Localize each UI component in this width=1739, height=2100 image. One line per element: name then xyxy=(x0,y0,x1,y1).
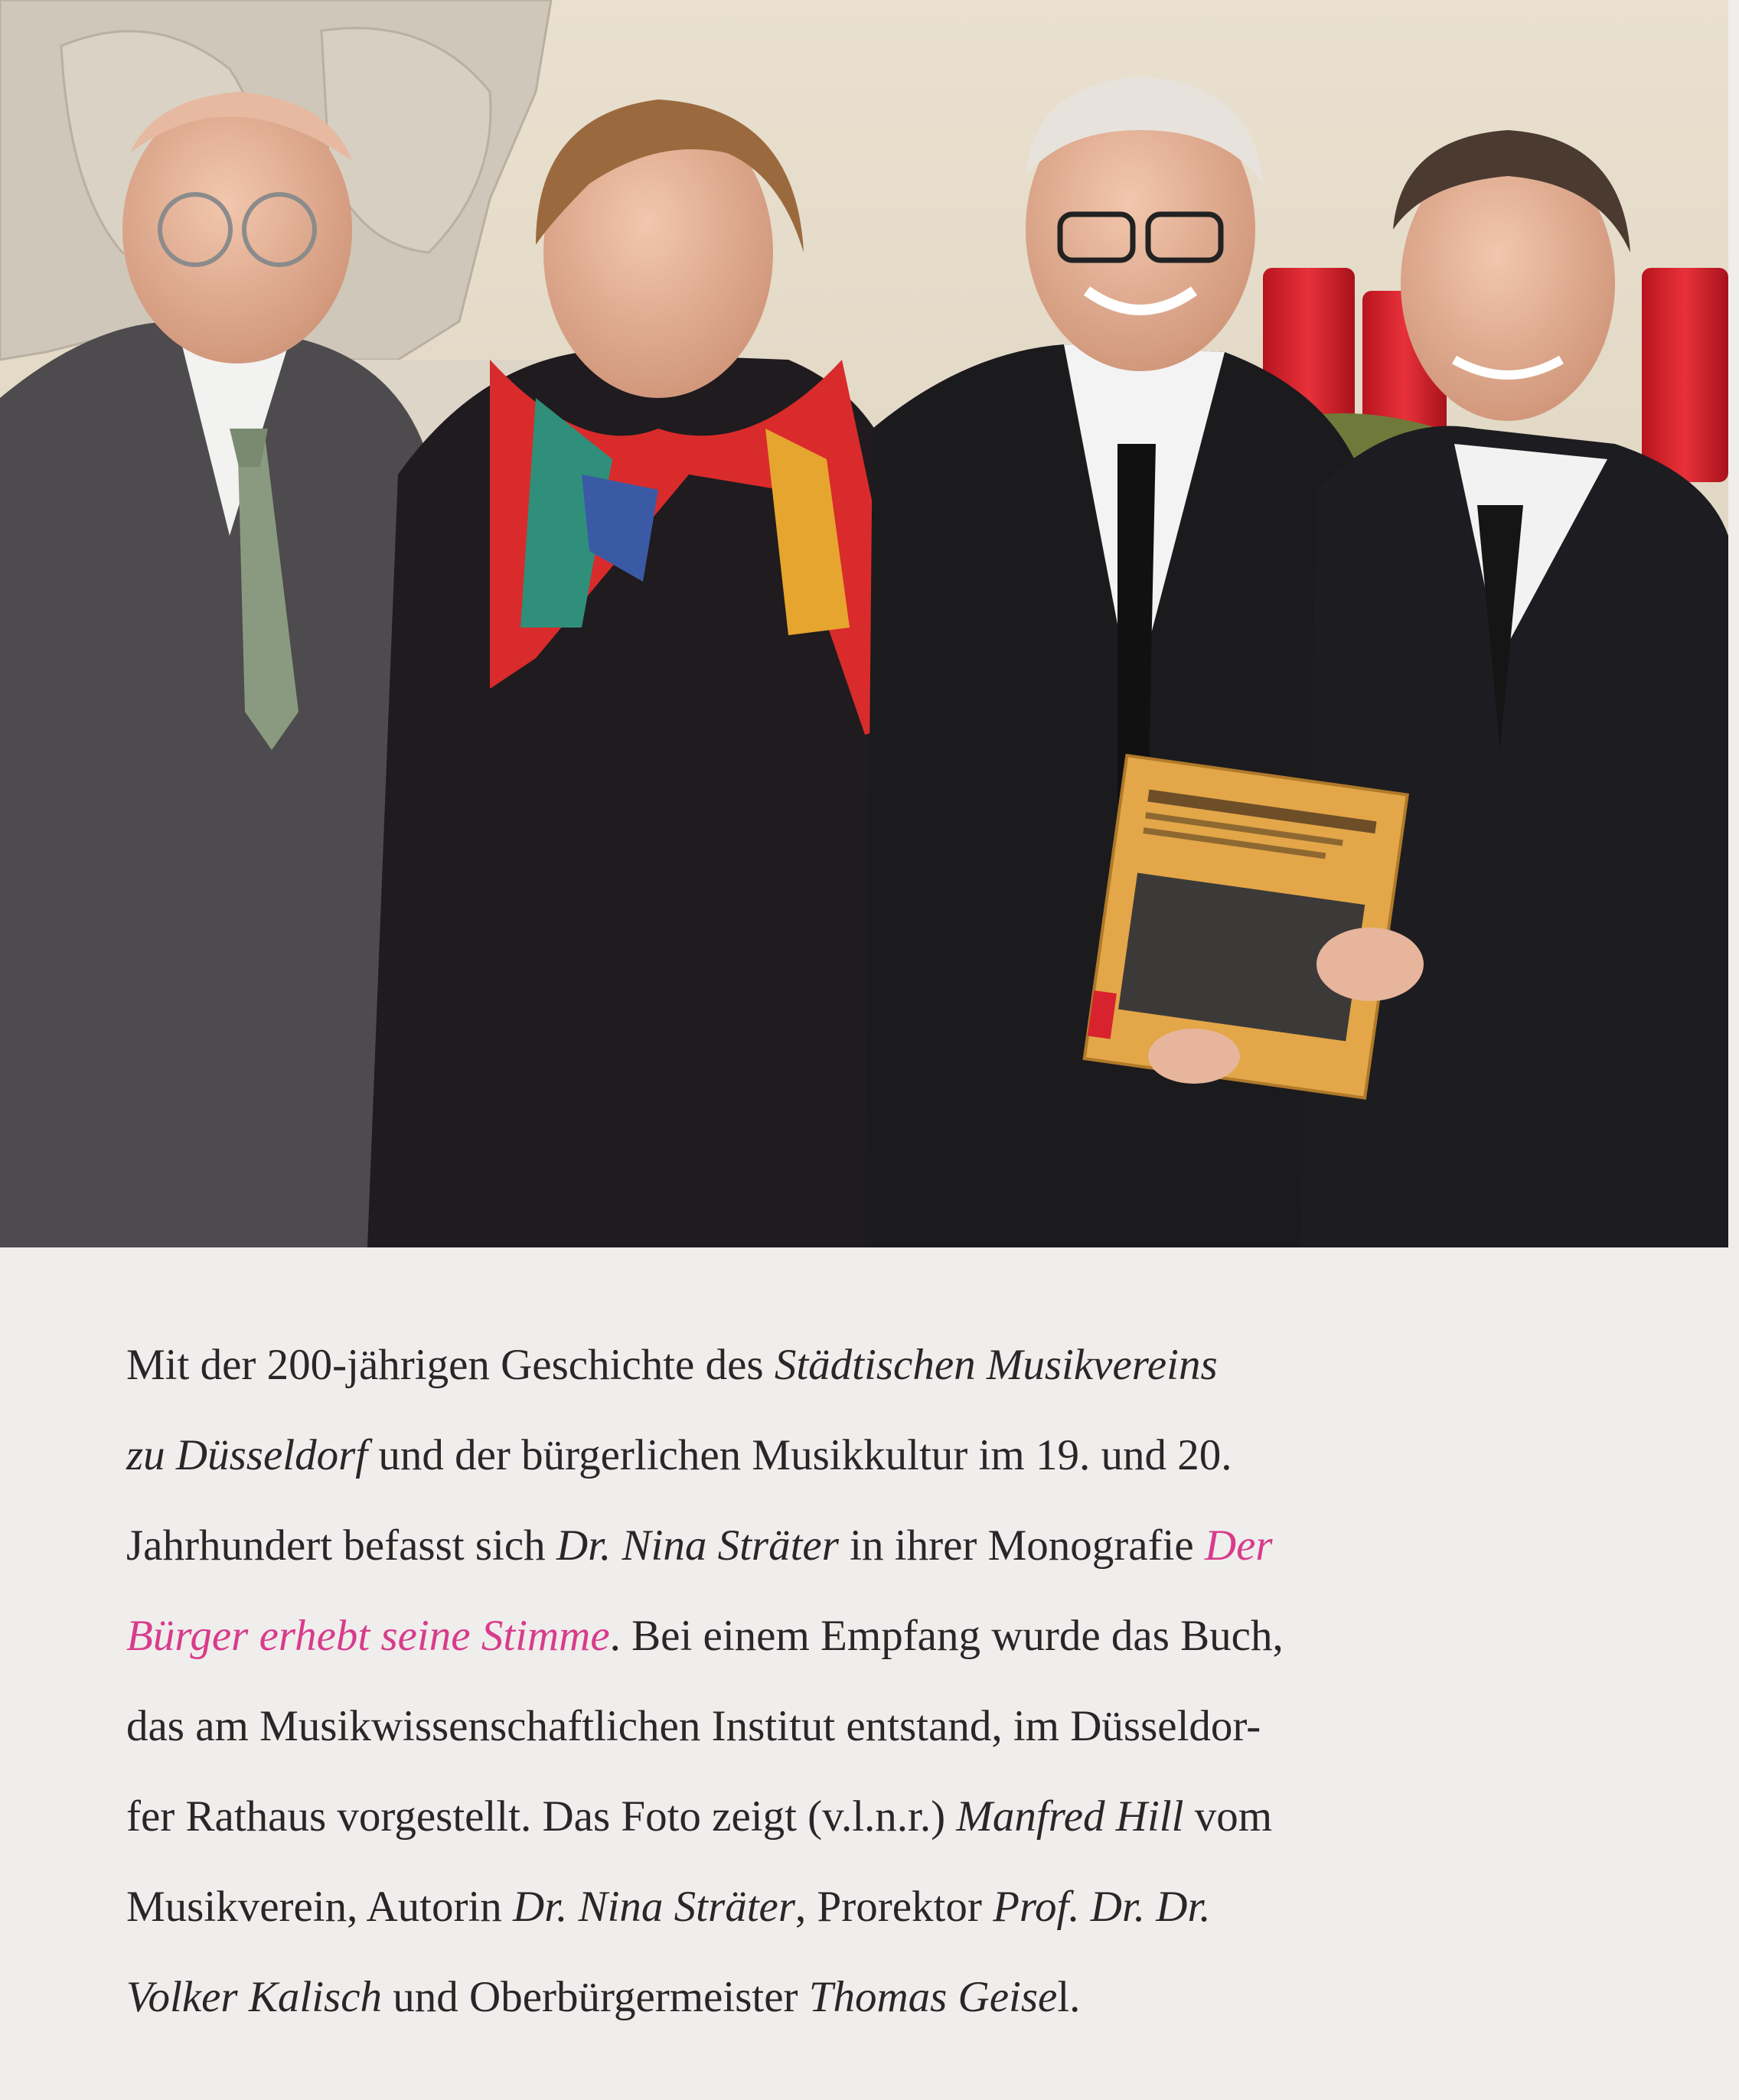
caption-italic: Manfred Hill xyxy=(956,1792,1184,1841)
hand xyxy=(1148,1029,1240,1084)
caption-italic: Städtischen Musikvereins xyxy=(774,1341,1218,1389)
caption-text: l. xyxy=(1057,1973,1081,2021)
caption-text: und Oberbürgermeister xyxy=(382,1973,809,2021)
caption-italic: Dr. Nina Sträter xyxy=(513,1883,796,1931)
caption-italic: Volker Kalisch xyxy=(126,1973,383,2021)
caption-line xyxy=(126,1410,1642,1501)
caption-text: Jahrhundert befasst sich xyxy=(126,1521,556,1570)
caption-line xyxy=(126,1952,1642,2043)
caption-text: fer Rathaus vorgestellt. Das Foto zeigt (v.l.n.r.) xyxy=(126,1792,957,1841)
caption-text: und der bürgerlichen Musikkultur im 19. und 20. xyxy=(367,1431,1232,1479)
book-title: Der xyxy=(1204,1521,1273,1570)
caption-italic: Thomas Geise xyxy=(808,1973,1058,2021)
caption-line xyxy=(126,1591,1642,1681)
caption-text: in ihrer Monografie xyxy=(838,1521,1205,1570)
caption-text: , Prorektor xyxy=(795,1883,993,1931)
caption-text: . Bei einem Empfang wurde das Buch, xyxy=(609,1612,1284,1660)
caption-line xyxy=(126,1862,1642,1952)
photo-caption xyxy=(126,1320,1642,2043)
book-cover xyxy=(1085,755,1408,1098)
caption-text: Musikverein, Autorin xyxy=(126,1883,514,1931)
caption-text: Mit der 200-jährigen Geschichte des xyxy=(126,1341,775,1389)
caption-text: das am Musikwissenschaftlichen Institut entstand, im Düsseldor- xyxy=(126,1702,1261,1750)
caption-line xyxy=(126,1681,1642,1772)
book-title: Bürger erhebt seine Stimme xyxy=(126,1612,610,1660)
hand xyxy=(1316,928,1424,1001)
caption-italic: Prof. Dr. Dr. xyxy=(993,1883,1211,1931)
caption-italic: zu Düsseldorf xyxy=(126,1431,368,1479)
caption-line xyxy=(126,1501,1642,1591)
caption-text: vom xyxy=(1183,1792,1273,1841)
caption-line xyxy=(126,1320,1642,1410)
caption-line xyxy=(126,1772,1642,1862)
caption-italic: Dr. Nina Sträter xyxy=(556,1521,839,1570)
